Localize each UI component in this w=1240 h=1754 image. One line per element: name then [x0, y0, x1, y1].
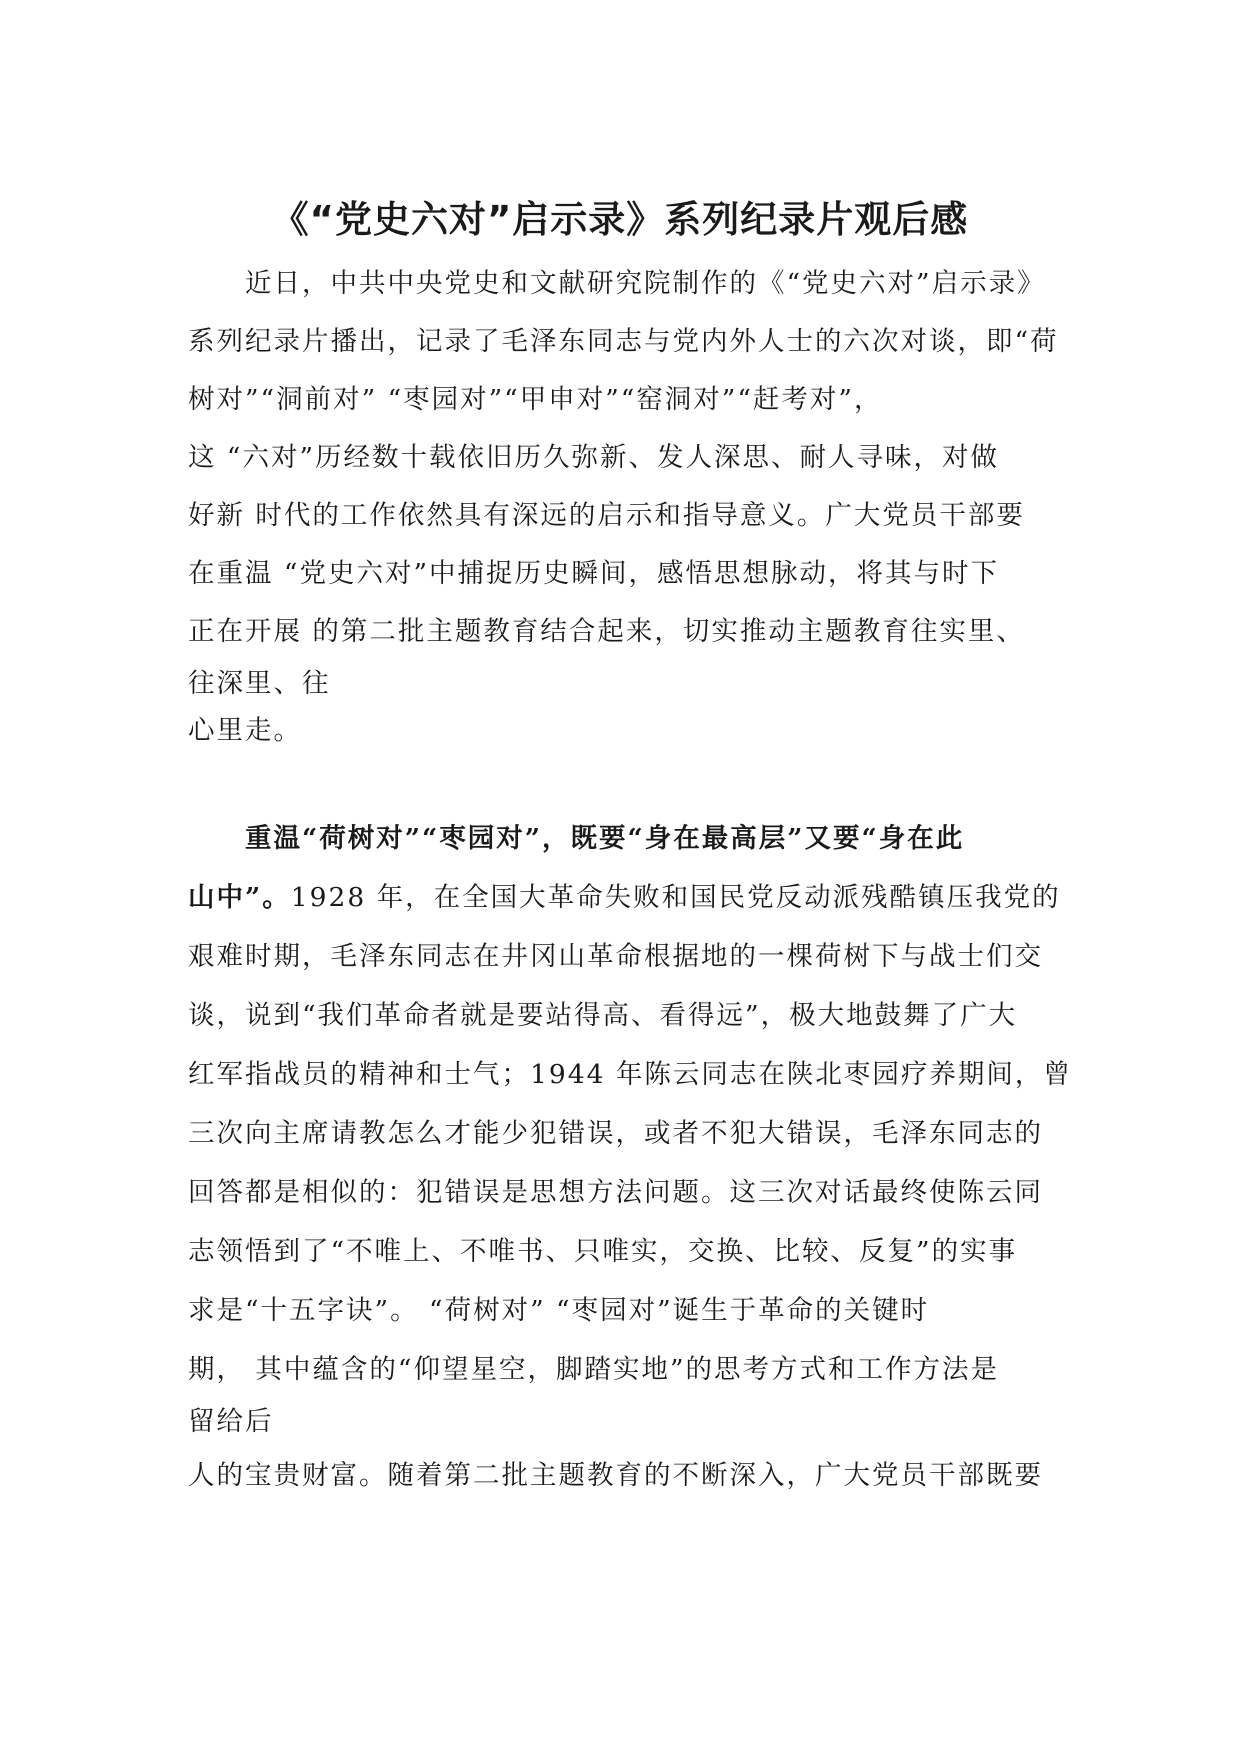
paragraph-line: 志领悟到了“不唯上、不唯书、只唯实，交换、比较、反复”的实事: [188, 1236, 1018, 1267]
paragraph-line: 这 “六对”历经数十载依旧历久弥新、发人深思、耐人寻味，对做: [188, 442, 1000, 473]
paragraph-line: 正在开展 的第二批主题教育结合起来，切实推动主题教育往实里、: [188, 616, 1025, 647]
paragraph-line: 谈，说到“我们革命者就是要站得高、看得远”，极大地鼓舞了广大: [188, 1000, 1018, 1031]
section-heading: 重温“荷树对”“枣园对”，既要“身在最高层”又要“身在此: [188, 823, 965, 854]
section-heading-end: 山中”。: [188, 882, 291, 913]
paragraph-line: 近日，中共中央党史和文献研究院制作的《“党史六对”启示录》: [188, 268, 1046, 299]
paragraph-line: 心里走。: [188, 715, 302, 746]
paragraph-line: 人的宝贵财富。随着第二批主题教育的不断深入，广大党员干部既要: [188, 1460, 1043, 1491]
document-title: 《“党史六对”启示录》系列纪录片观后感: [271, 198, 969, 241]
paragraph-line-rest: 1928 年，在全国大革命失败和国民党反动派残酷镇压我党的: [290, 882, 1061, 913]
paragraph-line: 三次向主席请教怎么才能少犯错误，或者不犯大错误，毛泽东同志的: [188, 1118, 1043, 1149]
paragraph-line: 求是“十五字诀”。 “荷树对” “枣园对”诞生于革命的关键时: [188, 1295, 930, 1326]
paragraph-line: 留给后: [188, 1406, 274, 1437]
paragraph-line: 在重温 “党史六对”中捕捉历史瞬间，感悟思想脉动，将其与时下: [188, 558, 1000, 589]
paragraph-line: 树对”“洞前对” “枣园对”“甲申对”“窑洞对”“赶考对”，: [188, 384, 883, 415]
paragraph-line: 好新 时代的工作依然具有深远的启示和指导意义。广大党员干部要: [188, 500, 1025, 531]
paragraph-line: 往深里、往: [188, 668, 331, 699]
paragraph-line: 红军指战员的精神和士气；1944 年陈云同志在陕北枣园疗养期间，曾: [188, 1059, 1072, 1090]
paragraph-line: [188, 869, 1061, 927]
paragraph-line: 期， 其中蕴含的“仰望星空，脚踏实地”的思考方式和工作方法是: [188, 1354, 1000, 1385]
paragraph-line: 艰难时期，毛泽东同志在井冈山革命根据地的一棵荷树下与战士们交: [188, 941, 1043, 972]
paragraph-line: 系列纪录片播出，记录了毛泽东同志与党内外人士的六次对谈，即“荷: [188, 326, 1059, 357]
paragraph-line: 回答都是相似的：犯错误是思想方法问题。这三次对话最终使陈云同: [188, 1177, 1043, 1208]
